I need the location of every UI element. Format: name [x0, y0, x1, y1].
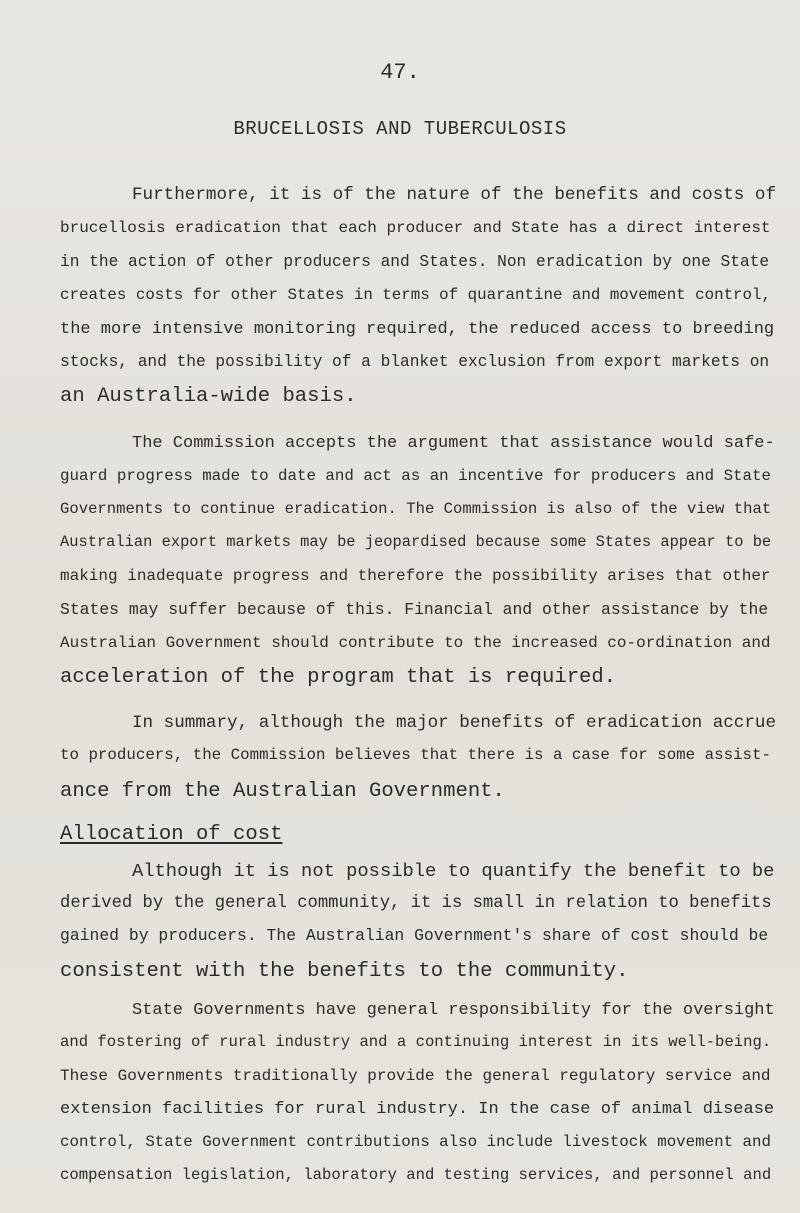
page-number: 47. — [380, 60, 420, 85]
paragraph-line: gained by producers. The Australian Government's share of cost should be — [60, 926, 769, 945]
paragraph-line: Australian export markets may be jeopardised because some States appear to be — [60, 533, 772, 551]
paragraph-line: control, State Government contributions also include livestock movement and — [60, 1133, 771, 1151]
paragraph-line: ance from the Australian Government. — [60, 780, 505, 803]
paragraph-line: Australian Government should contribute to the increased co-ordination and — [60, 634, 771, 652]
paragraph-line: guard progress made to date and act as an incentive for producers and State — [60, 467, 771, 485]
paragraph-line: creates costs for other States in terms of quarantine and movement control, — [60, 286, 771, 304]
paragraph-line: The Commission accepts the argument that assistance would safe- — [132, 434, 775, 453]
paragraph-line: States may suffer because of this. Financial and other assistance by the — [60, 600, 769, 619]
paragraph-line: compensation legislation, laboratory and testing services, and personnel and — [60, 1166, 772, 1184]
paragraph-line: State Governments have general responsibility for the oversight — [132, 1001, 775, 1020]
paragraph-line: Furthermore, it is of the nature of the benefits and costs of — [132, 185, 777, 205]
running-head: BRUCELLOSIS AND TUBERCULOSIS — [233, 118, 567, 140]
paragraph-line: the more intensive monitoring required, the reduced access to breeding — [60, 320, 775, 339]
paragraph-line: an Australia-wide basis. — [60, 385, 357, 408]
paragraph-line: Governments to continue eradication. The Commission is also of the view that — [60, 500, 772, 518]
paragraph-line: derived by the general community, it is small in relation to benefits — [60, 894, 772, 913]
paragraph-line: to producers, the Commission believes that there is a case for some assist- — [60, 746, 771, 764]
section-heading: Allocation of cost — [60, 823, 283, 846]
paragraph-line: making inadequate progress and therefore the possibility arises that other — [60, 567, 771, 585]
paragraph-line: These Governments traditionally provide the general regulatory service and — [60, 1067, 771, 1085]
paragraph-line: In summary, although the major benefits of eradication accrue — [132, 713, 777, 733]
paragraph-line: acceleration of the program that is required. — [60, 666, 617, 689]
paragraph-line: in the action of other producers and States. Non eradication by one State — [60, 253, 770, 271]
paragraph-line: stocks, and the possibility of a blanket exclusion from export markets on — [60, 353, 770, 371]
paragraph-line: consistent with the benefits to the community. — [60, 960, 629, 983]
paragraph-line: brucellosis eradication that each producer and State has a direct interest — [60, 219, 771, 237]
paragraph-line: extension facilities for rural industry. In the case of animal disease — [60, 1100, 775, 1119]
paragraph-line: Although it is not possible to quantify the benefit to be — [132, 860, 775, 882]
paragraph-line: and fostering of rural industry and a continuing interest in its well-being. — [60, 1033, 772, 1051]
